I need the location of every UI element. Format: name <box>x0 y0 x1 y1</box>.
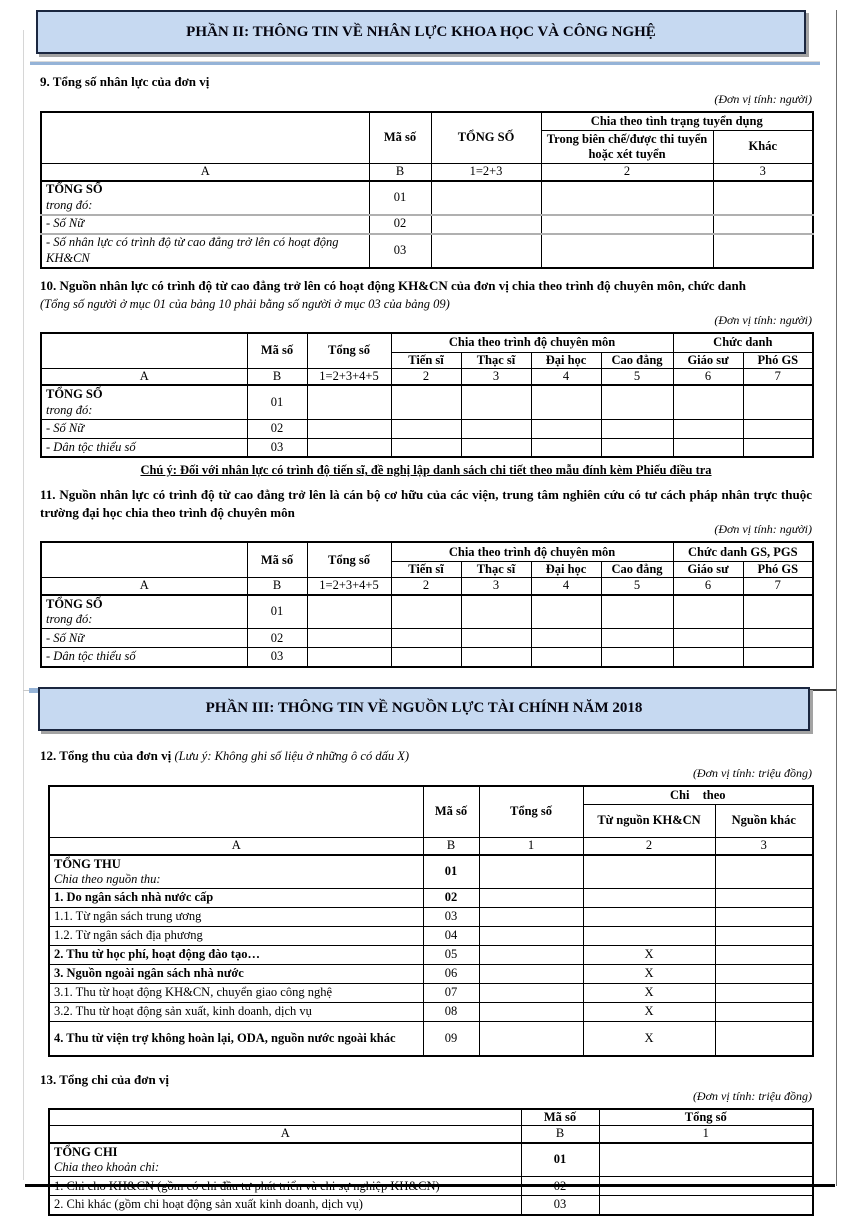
header-tongso: Tổng số <box>599 1109 813 1126</box>
section9-title: 9. Tổng số nhân lực của đơn vị <box>40 74 210 89</box>
code-cell: B <box>247 578 307 595</box>
fill-cell <box>531 648 601 667</box>
row-code: 03 <box>247 648 307 667</box>
fill-cell <box>479 1003 583 1022</box>
part2-banner-title: PHẦN II: THÔNG TIN VỀ NHÂN LỰC KHOA HỌC VÀ CÔNG NGHỆ <box>186 23 656 40</box>
fill-cell <box>601 438 673 457</box>
fill-cell <box>461 419 531 438</box>
fill-cell <box>601 385 673 419</box>
row-code: 09 <box>423 1022 479 1056</box>
fill-cell <box>431 215 541 234</box>
row-label: 2. Thu từ học phí, hoạt động đào tạo… <box>49 946 423 965</box>
fill-cell <box>391 385 461 419</box>
row-label: - Số nhân lực có trình độ từ cao đẳng trở lên có hoạt động KH&CN <box>41 234 369 268</box>
header-thacsi: Thạc sĩ <box>461 561 531 577</box>
x-mark-cell <box>583 855 715 889</box>
row-label: 1.2. Từ ngân sách địa phương <box>49 927 423 946</box>
header-blank-cell <box>49 1109 521 1126</box>
fill-cell <box>461 648 531 667</box>
row-label-sub: Chia theo khoản chi: <box>54 1160 160 1175</box>
code-cell: 2 <box>541 164 713 181</box>
fill-cell <box>461 595 531 629</box>
header-tiensi: Tiến sĩ <box>391 352 461 368</box>
row-label <box>49 1143 521 1177</box>
page-border-left <box>23 30 24 1180</box>
part3-banner-title: PHẦN III: THÔNG TIN VỀ NGUỒN LỰC TÀI CHÍNH NĂM 2018 <box>205 700 643 717</box>
row-label: 2. Chi khác (gồm chi hoạt động sản xuất kinh doanh, dịch vụ) <box>49 1196 521 1215</box>
header-giaosu: Giáo sư <box>673 561 743 577</box>
x-mark-cell <box>583 927 715 946</box>
fill-cell <box>743 648 813 667</box>
fill-cell <box>673 385 743 419</box>
header-group-chitheo: Chi theo <box>583 786 813 805</box>
section13-title: 13. Tổng chi của đơn vị <box>40 1071 170 1087</box>
code-cell: 3 <box>461 368 531 385</box>
fill-cell <box>743 438 813 457</box>
page-border-bottom <box>25 1184 835 1187</box>
table-row <box>49 908 813 927</box>
row-label: - Dân tộc thiểu số <box>41 648 247 667</box>
fill-cell <box>479 927 583 946</box>
table-row <box>49 946 813 965</box>
table-row <box>49 1196 813 1215</box>
table-row <box>41 595 813 629</box>
header-tongso: Tổng số <box>307 333 391 368</box>
table-row <box>41 333 813 352</box>
header-group-tuyendung: Chia theo tình trạng tuyển dụng <box>541 112 813 131</box>
section9-unit-note: (Đơn vị tính: người) <box>714 91 812 106</box>
table-row <box>41 181 813 215</box>
x-mark-cell <box>583 908 715 927</box>
code-cell: B <box>369 164 431 181</box>
table-row <box>49 889 813 908</box>
row-label: 1. Do ngân sách nhà nước cấp <box>49 889 423 908</box>
code-cell: B <box>247 368 307 385</box>
fill-cell <box>715 889 813 908</box>
column-code-row <box>41 164 813 181</box>
column-code-row <box>41 368 813 385</box>
section10-title: 10. Nguồn nhân lực có trình độ từ cao đẳng trở lên có hoạt động KH&CN của đơn vị chia theo trình độ chuyên môn, chức danh <box>40 277 746 293</box>
fill-cell <box>673 595 743 629</box>
row-label-main: TỔNG CHI <box>54 1144 118 1159</box>
fill-cell <box>713 181 813 215</box>
header-masso: Mã số <box>247 333 307 368</box>
row-code: 01 <box>521 1143 599 1177</box>
header-phogs: Phó GS <box>743 352 813 368</box>
row-label: 3. Nguồn ngoài ngân sách nhà nước <box>49 965 423 984</box>
header-tiensi: Tiến sĩ <box>391 561 461 577</box>
fill-cell <box>715 946 813 965</box>
survey-form-page <box>0 10 848 1210</box>
fill-cell <box>307 629 391 648</box>
table-row <box>49 965 813 984</box>
code-cell: 1 <box>479 838 583 855</box>
row-code: 03 <box>369 234 431 268</box>
x-mark-cell <box>583 889 715 908</box>
row-label <box>49 855 423 889</box>
fill-cell <box>601 629 673 648</box>
code-cell: 1=2+3+4+5 <box>307 368 391 385</box>
fill-cell <box>743 595 813 629</box>
row-code: 05 <box>423 946 479 965</box>
header-tongso: Tổng số <box>307 542 391 577</box>
row-code: 03 <box>247 438 307 457</box>
x-mark-cell: X <box>583 1022 715 1056</box>
fill-cell <box>531 385 601 419</box>
fill-cell <box>673 629 743 648</box>
header-group-chuyenmon: Chia theo trình độ chuyên môn <box>391 542 673 561</box>
fill-cell <box>479 984 583 1003</box>
fill-cell <box>479 946 583 965</box>
code-cell: 5 <box>601 368 673 385</box>
code-cell: A <box>41 578 247 595</box>
header-masso: Mã số <box>247 542 307 577</box>
table-row <box>49 1143 813 1177</box>
row-label-sub: trong đó: <box>46 197 93 212</box>
table-10-qualified-personnel <box>40 332 814 458</box>
fill-cell <box>743 385 813 419</box>
code-cell: 3 <box>713 164 813 181</box>
header-tongso: TỔNG SỐ <box>431 112 541 164</box>
row-code: 02 <box>247 419 307 438</box>
table-9-total-personnel <box>40 111 814 269</box>
fill-cell <box>479 908 583 927</box>
header-giaosu: Giáo sư <box>673 352 743 368</box>
table-row <box>49 1003 813 1022</box>
column-code-row <box>49 838 813 855</box>
fill-cell <box>541 181 713 215</box>
row-code: 04 <box>423 927 479 946</box>
fill-cell <box>307 648 391 667</box>
row-code: 02 <box>247 629 307 648</box>
row-code: 02 <box>369 215 431 234</box>
code-cell: B <box>423 838 479 855</box>
fill-cell <box>715 1003 813 1022</box>
fill-cell <box>307 595 391 629</box>
fill-cell <box>673 438 743 457</box>
code-cell: 2 <box>391 368 461 385</box>
part3-banner-wrap <box>0 685 848 733</box>
row-label: - Số Nữ <box>41 419 247 438</box>
fill-cell <box>673 648 743 667</box>
row-label-sub: trong đó: <box>46 611 93 626</box>
table-row <box>41 542 813 561</box>
header-caodang: Cao đẳng <box>601 352 673 368</box>
fill-cell <box>479 855 583 889</box>
divider-line <box>808 689 836 691</box>
header-masso: Mã số <box>369 112 431 164</box>
fill-cell <box>715 965 813 984</box>
row-label <box>41 595 247 629</box>
section12-title <box>40 747 812 765</box>
header-blank-cell <box>41 542 247 577</box>
part2-banner <box>36 10 806 54</box>
code-cell: A <box>41 368 247 385</box>
header-phogs: Phó GS <box>743 561 813 577</box>
table-row <box>49 1022 813 1056</box>
header-khac: Khác <box>713 131 813 164</box>
fill-cell <box>531 595 601 629</box>
row-label-main: TỔNG SỐ <box>46 182 103 197</box>
fill-cell <box>461 629 531 648</box>
code-cell: A <box>41 164 369 181</box>
table-row <box>49 855 813 889</box>
fill-cell <box>541 234 713 268</box>
code-cell: 1=2+3+4+5 <box>307 578 391 595</box>
row-label-main: TỔNG SỐ <box>46 387 103 402</box>
header-blank-cell <box>41 112 369 164</box>
header-daihoc: Đại học <box>531 352 601 368</box>
fill-cell <box>531 419 601 438</box>
fill-cell <box>715 927 813 946</box>
table-row <box>49 984 813 1003</box>
table-row <box>49 927 813 946</box>
row-label-main: TỔNG THU <box>54 856 121 871</box>
row-label: 3.2. Thu từ hoạt động sản xuất, kinh doanh, dịch vụ <box>49 1003 423 1022</box>
fill-cell <box>715 1022 813 1056</box>
fill-cell <box>713 234 813 268</box>
code-cell: 7 <box>743 578 813 595</box>
table-row <box>41 385 813 419</box>
column-code-row <box>41 578 813 595</box>
column-code-row <box>49 1126 813 1143</box>
code-cell: B <box>521 1126 599 1143</box>
code-cell: 4 <box>531 578 601 595</box>
row-label-main: TỔNG SỐ <box>46 596 103 611</box>
table-row <box>41 629 813 648</box>
code-cell: 6 <box>673 578 743 595</box>
fill-cell <box>599 1196 813 1215</box>
section13-unit-note: (Đơn vị tính: triệu đồng) <box>692 1089 812 1104</box>
row-code: 03 <box>423 908 479 927</box>
x-mark-cell: X <box>583 965 715 984</box>
header-group-chuyenmon: Chia theo trình độ chuyên môn <box>391 333 673 352</box>
header-khcn-source: Từ nguồn KH&CN <box>583 805 715 838</box>
fill-cell <box>713 215 813 234</box>
fill-cell <box>391 629 461 648</box>
row-code: 01 <box>247 595 307 629</box>
header-bienche: Trong biên chế/được thi tuyển hoặc xét tuyển <box>541 131 713 164</box>
section11-unit-note: (Đơn vị tính: người) <box>714 522 812 537</box>
table-row <box>41 438 813 457</box>
code-cell: 2 <box>391 578 461 595</box>
code-cell: 1=2+3 <box>431 164 541 181</box>
code-cell: 3 <box>715 838 813 855</box>
row-label: - Số Nữ <box>41 629 247 648</box>
row-label <box>41 385 247 419</box>
fill-cell <box>461 385 531 419</box>
header-masso: Mã số <box>423 786 479 838</box>
row-label: - Số Nữ <box>41 215 369 234</box>
table-11-institute-personnel <box>40 541 814 667</box>
table-row <box>41 419 813 438</box>
section10-note: (Tổng số người ở mục 01 của bảng 10 phải bằng số người ở mục 03 của bảng 09) <box>40 297 450 312</box>
fill-cell <box>431 234 541 268</box>
x-mark-cell: X <box>583 946 715 965</box>
fill-cell <box>479 1022 583 1056</box>
header-masso: Mã số <box>521 1109 599 1126</box>
code-cell: 7 <box>743 368 813 385</box>
part3-banner <box>38 687 810 731</box>
header-tongso: Tổng số <box>479 786 583 838</box>
code-cell: 5 <box>601 578 673 595</box>
table-row <box>49 1109 813 1126</box>
fill-cell <box>601 595 673 629</box>
header-thacsi: Thạc sĩ <box>461 352 531 368</box>
table-row <box>41 234 813 268</box>
fill-cell <box>673 419 743 438</box>
code-cell: 2 <box>583 838 715 855</box>
code-cell: A <box>49 1126 521 1143</box>
code-cell: 3 <box>461 578 531 595</box>
fill-cell <box>307 419 391 438</box>
fill-cell <box>307 438 391 457</box>
section10-footnote: Chú ý: Đối với nhân lực có trình độ tiến sĩ, đề nghị lập danh sách chi tiết theo mẫu đính kèm Phiếu điều tra <box>140 463 712 478</box>
section12-title-note: (Lưu ý: Không ghi số liệu ở những ô có dấu X) <box>174 748 410 763</box>
page-border-right <box>836 10 837 1186</box>
row-label <box>41 181 369 215</box>
row-code: 07 <box>423 984 479 1003</box>
row-label-sub: trong đó: <box>46 402 93 417</box>
row-label: - Dân tộc thiểu số <box>41 438 247 457</box>
accent-divider-bar <box>30 61 820 65</box>
row-label: 1.1. Từ ngân sách trung ương <box>49 908 423 927</box>
section10-unit-note: (Đơn vị tính: người) <box>714 313 812 328</box>
row-code: 01 <box>423 855 479 889</box>
header-blank-cell <box>49 786 423 838</box>
row-code: 01 <box>247 385 307 419</box>
row-code: 06 <box>423 965 479 984</box>
row-label: 3.1. Thu từ hoạt động KH&CN, chuyển giao công nghệ <box>49 984 423 1003</box>
table-row <box>41 215 813 234</box>
header-group-chucdanh: Chức danh <box>673 333 813 352</box>
row-label-sub: Chia theo nguồn thu: <box>54 871 161 886</box>
fill-cell <box>743 419 813 438</box>
fill-cell <box>307 385 391 419</box>
row-label: 4. Thu từ viện trợ không hoàn lại, ODA, nguồn nước ngoài khác <box>49 1022 423 1056</box>
header-caodang: Cao đẳng <box>601 561 673 577</box>
row-code: 03 <box>521 1196 599 1215</box>
section12-title-text: 12. Tổng thu của đơn vị <box>40 747 172 763</box>
fill-cell <box>431 181 541 215</box>
fill-cell <box>599 1143 813 1177</box>
code-cell: A <box>49 838 423 855</box>
fill-cell <box>391 419 461 438</box>
code-cell: 6 <box>673 368 743 385</box>
fill-cell <box>391 438 461 457</box>
fill-cell <box>531 629 601 648</box>
fill-cell <box>715 855 813 889</box>
row-code: 08 <box>423 1003 479 1022</box>
fill-cell <box>531 438 601 457</box>
header-group-chucdanh: Chức danh GS, PGS <box>673 542 813 561</box>
section12-unit-note: (Đơn vị tính: triệu đồng) <box>692 765 812 780</box>
fill-cell <box>715 984 813 1003</box>
fill-cell <box>479 889 583 908</box>
code-cell: 1 <box>599 1126 813 1143</box>
table-row <box>41 648 813 667</box>
fill-cell <box>601 648 673 667</box>
row-code: 02 <box>423 889 479 908</box>
fill-cell <box>391 648 461 667</box>
fill-cell <box>461 438 531 457</box>
fill-cell <box>743 629 813 648</box>
table-row <box>49 786 813 805</box>
header-other-source: Nguồn khác <box>715 805 813 838</box>
x-mark-cell: X <box>583 984 715 1003</box>
row-code: 01 <box>369 181 431 215</box>
header-blank-cell <box>41 333 247 368</box>
x-mark-cell: X <box>583 1003 715 1022</box>
table-12-total-revenue <box>48 785 814 1057</box>
table-row <box>41 112 813 131</box>
code-cell: 4 <box>531 368 601 385</box>
fill-cell <box>715 908 813 927</box>
fill-cell <box>391 595 461 629</box>
fill-cell <box>479 965 583 984</box>
header-daihoc: Đại học <box>531 561 601 577</box>
section11-title: 11. Nguồn nhân lực có trình độ từ cao đẳng trở lên là cán bộ cơ hữu của các viện, trung tâm nghiên cứu có tư cách pháp nhân trực thuộc trường đại học chia theo trình độ chuyên môn <box>40 487 812 520</box>
fill-cell <box>601 419 673 438</box>
fill-cell <box>541 215 713 234</box>
